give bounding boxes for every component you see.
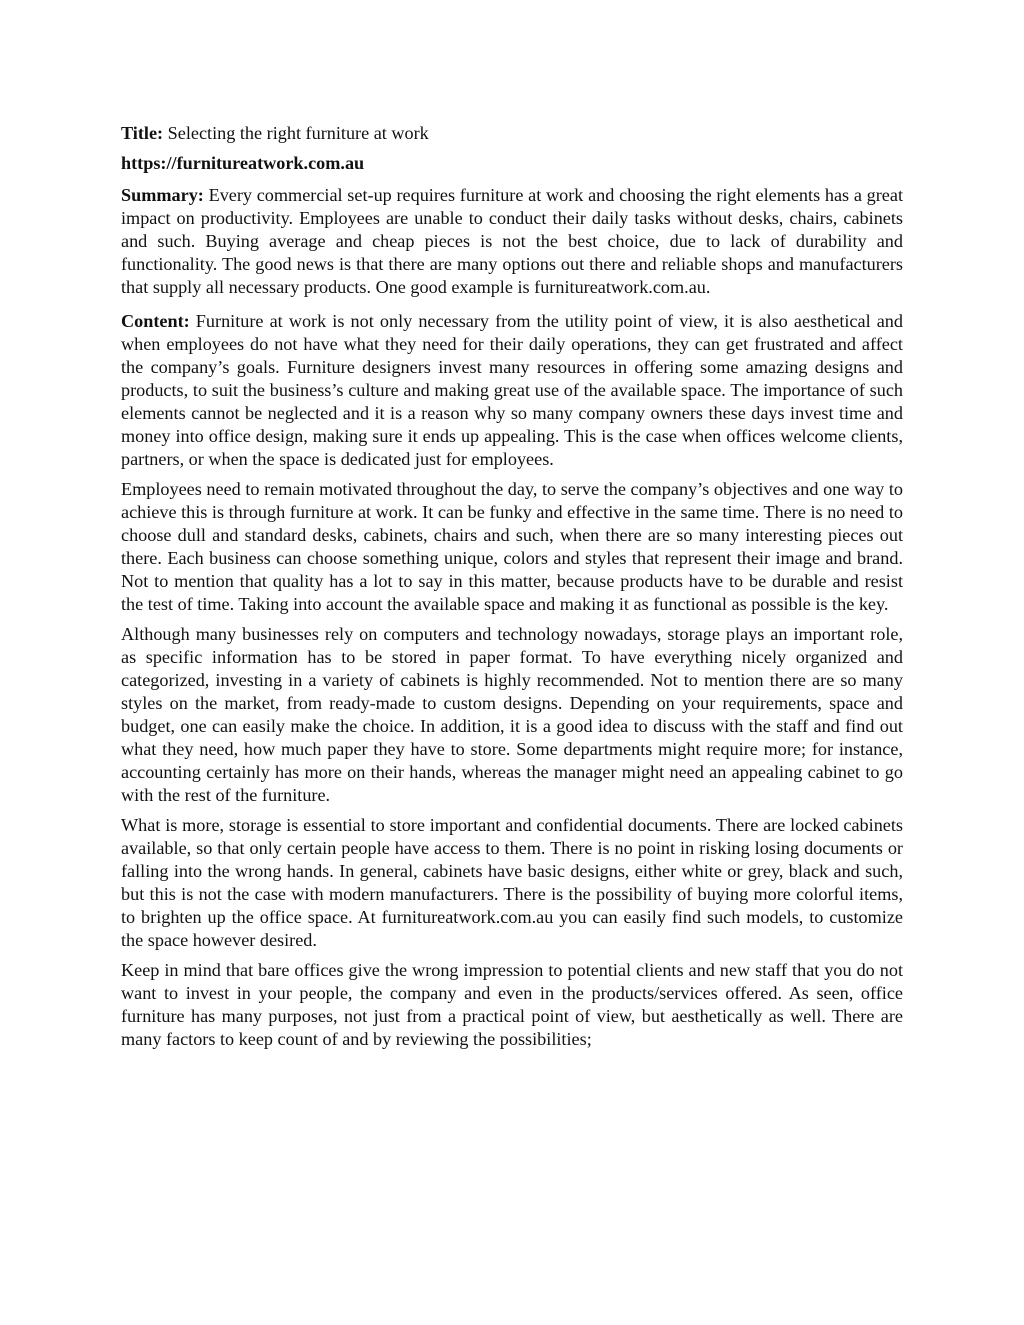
content-paragraph xyxy=(121,310,903,471)
content-text: Furniture at work is not only necessary from the utility point of view, it is also aesthetical and when employees do not have what they need for their daily operations, they can get frustrated and affect the company’s goals. Furniture designers invest many resources in offering some amazing designs and products, to suit the business’s culture and making great use of the available space. The importance of such elements cannot be neglected and it is a reason why so many company owners these days invest time and money into office design, making sure it ends up appealing. This is the case when offices welcome clients, partners, or when the space is dedicated just for employees. xyxy=(121,311,903,469)
summary-text: Every commercial set-up requires furniture at work and choosing the right elements has a great impact on productivity. Employees are unable to conduct their daily tasks without desks, chairs, cabinets and such. Buying average and cheap pieces is not the best choice, due to lack of durability and functionality. The good news is that there are many options out there and reliable shops and manufacturers that supply all necessary products. One good example is furnitureatwork.com.au. xyxy=(121,185,903,297)
body-paragraph-confidential: What is more, storage is essential to store important and confidential documents. There are locked cabinets available, so that only certain people have access to them. There is no point in risking losing documents or falling into the wrong hands. In general, cabinets have basic designs, either white or grey, black and such, but this is not the case with modern manufacturers. There is the possibility of buying more colorful items, to brighten up the office space. At furnitureatwork.com.au you can easily find such models, to customize the space however desired. xyxy=(121,815,903,950)
summary-paragraph xyxy=(121,184,903,299)
body-paragraph-storage: Although many businesses rely on computers and technology nowadays, storage plays an important role, as specific information has to be stored in paper format. To have everything nicely organized and categorized, investing in a variety of cabinets is highly recommended. Not to mention there are so many styles on the market, from ready-made to custom designs. Depending on your requirements, space and budget, one can easily make the choice. In addition, it is a good idea to discuss with the staff and find out what they need, how much paper they have to store. Some departments might require more; for instance, accounting certainly has more on their hands, whereas the manager might need an appealing cabinet to go with the rest of the furniture. xyxy=(121,624,903,805)
title-text: Selecting the right furniture at work xyxy=(163,123,429,143)
document-title xyxy=(121,122,903,145)
document-body xyxy=(121,122,903,1058)
summary-label: Summary: xyxy=(121,185,204,205)
body-paragraph-motivation: Employees need to remain motivated throughout the day, to serve the company’s objectives and one way to achieve this is through furniture at work. It can be funky and effective in the same time. There is no need to choose dull and standard desks, cabinets, chairs and such, when there are so many interesting pieces out there. Each business can choose something unique, colors and styles that represent their image and brand. Not to mention that quality has a lot to say in this matter, because products have to be durable and resist the test of time. Taking into account the available space and making it as functional as possible is the key. xyxy=(121,479,903,614)
source-url: https://furnitureatwork.com.au xyxy=(121,153,365,173)
content-label: Content: xyxy=(121,311,190,331)
title-label: Title: xyxy=(121,123,164,143)
body-paragraph-impression: Keep in mind that bare offices give the wrong impression to potential clients and new staff that you do not want to invest in your people, the company and even in the products/services offered. As seen, office furniture has many purposes, not just from a practical point of view, but aesthetically as well. There are many factors to keep count of and by reviewing the possibilities; xyxy=(121,960,903,1049)
